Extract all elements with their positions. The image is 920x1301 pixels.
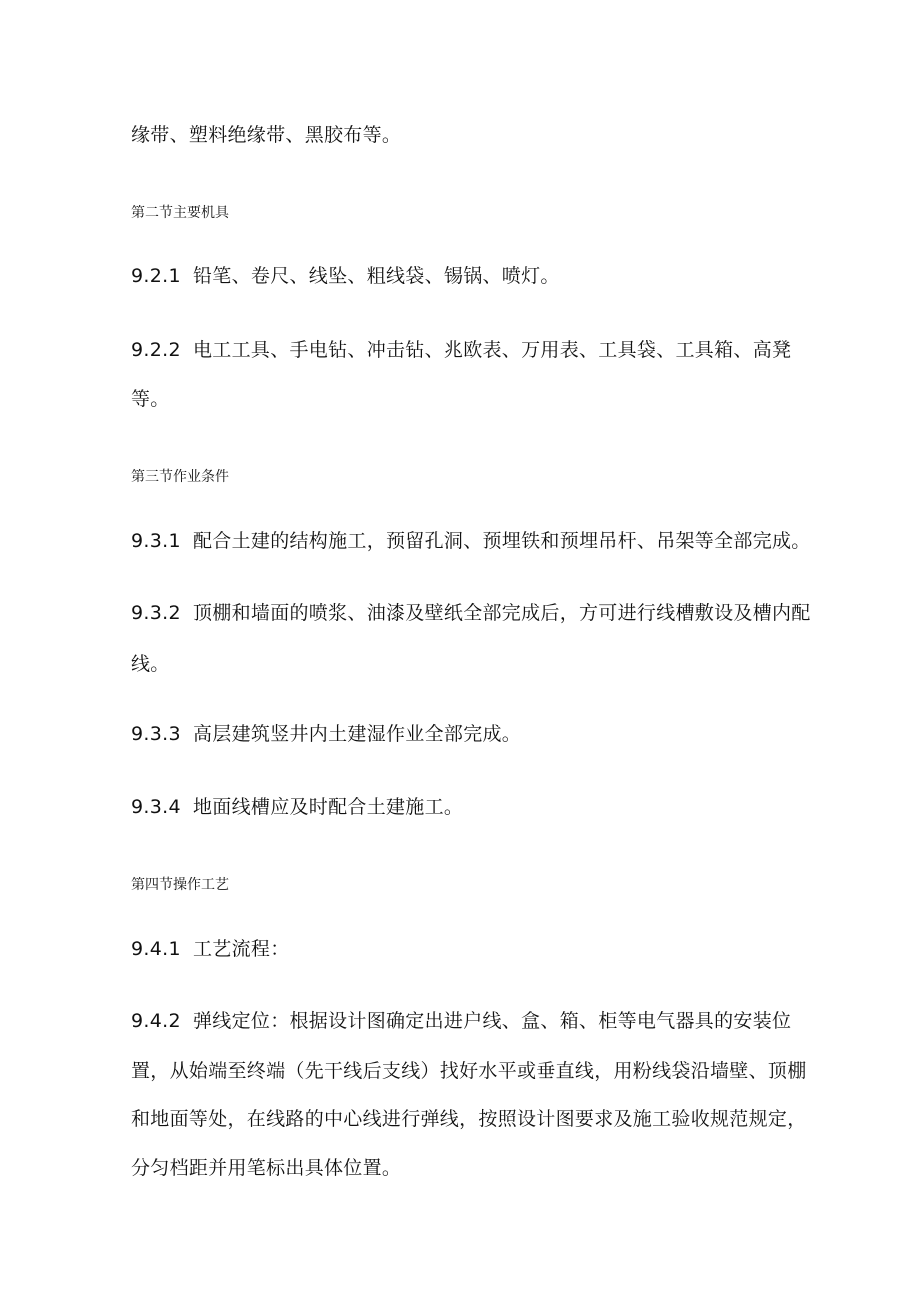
- line-text: 线。: [131, 653, 170, 675]
- text-line: [131, 652, 170, 676]
- item-text: 配合土建的结构施工，预留孔洞、预埋铁和预埋吊杆、吊架等全部完成。: [193, 530, 811, 552]
- list-item: [131, 1009, 791, 1033]
- line-text: 置，从始端至终端（先干线后支线）找好水平或垂直线，用粉线袋沿墙壁、顶棚: [131, 1060, 807, 1082]
- item-text: 弹线定位：根据设计图确定出进户线、盒、箱、柜等电气器具的安装位: [193, 1010, 792, 1032]
- section-heading-text: 第二节主要机具: [131, 205, 229, 221]
- list-item: [131, 722, 521, 746]
- item-text: 高层建筑竖井内土建湿作业全部完成。: [193, 723, 522, 745]
- item-number: 9.2.1: [131, 265, 181, 287]
- item-text: 铅笔、卷尺、线坠、粗线袋、锡锅、喷灯。: [193, 265, 560, 287]
- item-text: 顶棚和墙面的喷浆、油漆及壁纸全部完成后，方可进行线槽敷设及槽内配: [193, 602, 811, 624]
- line-text: 等。: [131, 388, 170, 410]
- text-line: [131, 387, 170, 411]
- line-text: 和地面等处，在线路的中心线进行弹线，按照设计图要求及施工验收规范规定，: [131, 1108, 807, 1130]
- item-number: 9.4.1: [131, 938, 181, 960]
- list-item: [131, 338, 791, 362]
- item-number: 9.3.3: [131, 723, 181, 745]
- list-item: [131, 264, 560, 288]
- list-item: [131, 601, 811, 625]
- section-heading-text: 第四节操作工艺: [131, 877, 229, 893]
- item-number: 9.3.4: [131, 796, 181, 818]
- item-number: 9.4.2: [131, 1010, 181, 1032]
- text-line: [131, 1107, 807, 1131]
- list-item: [131, 795, 463, 819]
- item-text: 工艺流程：: [193, 938, 290, 960]
- item-number: 9.3.2: [131, 602, 181, 624]
- text-line: [131, 123, 401, 147]
- item-number: 9.3.1: [131, 530, 181, 552]
- list-item: [131, 529, 811, 553]
- text-line: [131, 1059, 807, 1083]
- list-item: [131, 937, 290, 961]
- line-text: 分匀档距并用笔标出具体位置。: [131, 1157, 402, 1179]
- text-line: [131, 1156, 401, 1180]
- item-text: 地面线槽应及时配合土建施工。: [193, 796, 464, 818]
- section-heading: [131, 875, 229, 895]
- item-number: 9.2.2: [131, 339, 181, 361]
- section-heading: [131, 467, 229, 487]
- line-text: 缘带、塑料绝缘带、黑胶布等。: [131, 124, 402, 146]
- item-text: 电工工具、手电钻、冲击钻、兆欧表、万用表、工具袋、工具箱、高凳: [193, 339, 792, 361]
- section-heading-text: 第三节作业条件: [131, 469, 229, 485]
- section-heading: [131, 203, 229, 223]
